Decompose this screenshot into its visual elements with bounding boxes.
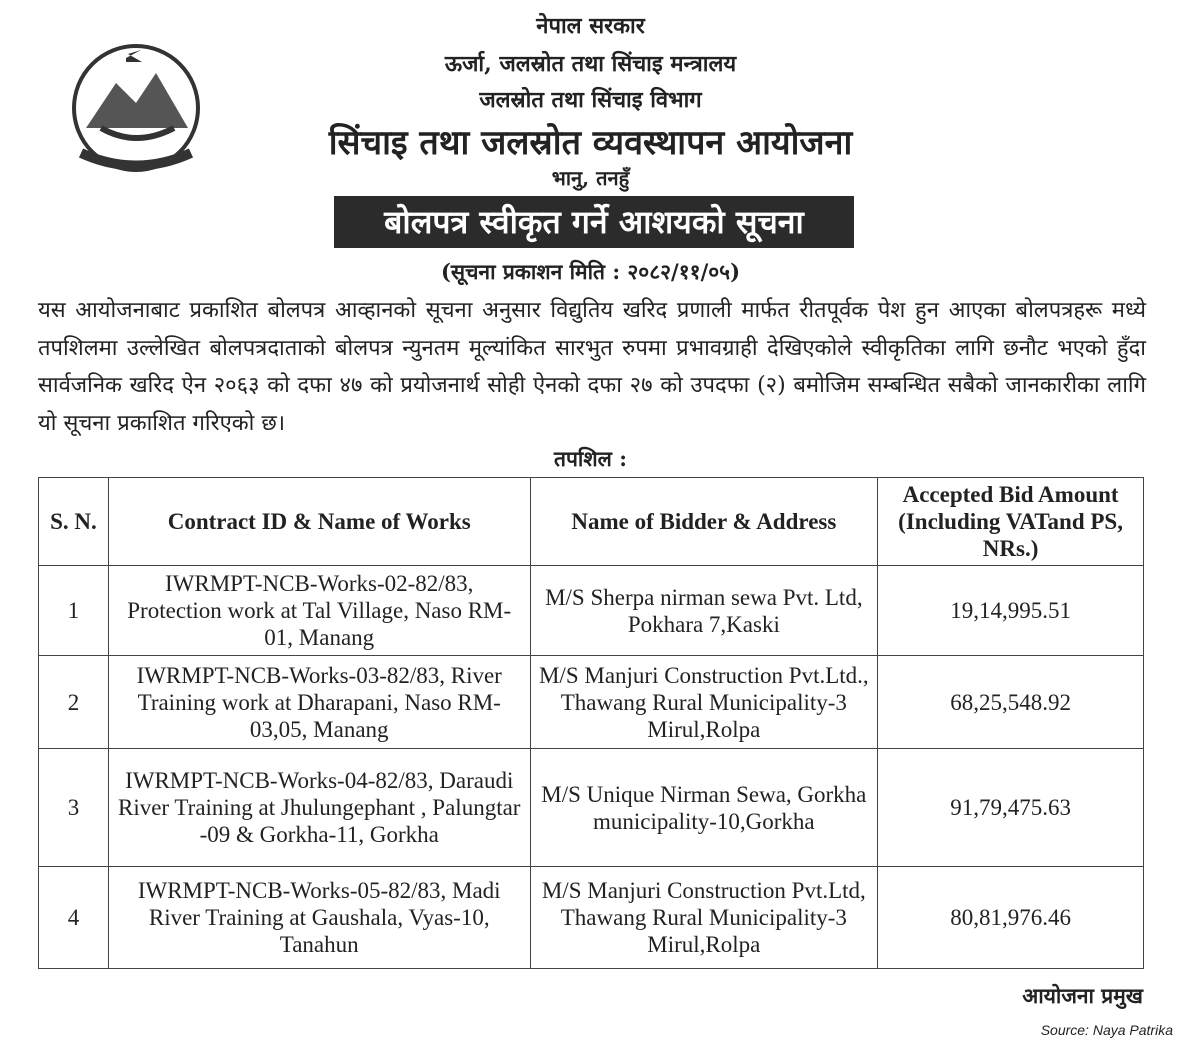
- project-location: भानु, तनहुँ: [551, 166, 630, 190]
- table-header-row: [39, 478, 1144, 566]
- cell-sn: 1: [39, 566, 109, 656]
- cell-sn: 4: [39, 867, 109, 969]
- cell-works: IWRMPT-NCB-Works-04-82/83, Daraudi River Training at Jhulungephant , Palungtar -09 & Gorkha-11, Gorkha: [108, 749, 530, 867]
- cell-sn: 3: [39, 749, 109, 867]
- cell-amount: 80,81,976.46: [878, 867, 1144, 969]
- table-row: [39, 566, 1144, 656]
- header-sn: S. N.: [39, 478, 109, 566]
- cell-amount: 19,14,995.51: [878, 566, 1144, 656]
- table-row: [39, 656, 1144, 749]
- signature-label: आयोजना प्रमुख: [1022, 983, 1143, 1008]
- cell-works: IWRMPT-NCB-Works-05-82/83, Madi River Training at Gaushala, Vyas-10, Tanahun: [108, 867, 530, 969]
- table-row: [39, 867, 1144, 969]
- header-bidder: Name of Bidder & Address: [530, 478, 878, 566]
- government-name: नेपाल सरकार: [536, 13, 645, 39]
- cell-bidder: M/S Sherpa nirman sewa Pvt. Ltd, Pokhara 7,Kaski: [530, 566, 878, 656]
- cell-bidder: M/S Manjuri Construction Pvt.Ltd., Thawang Rural Municipality-3 Mirul,Rolpa: [530, 656, 878, 749]
- cell-amount: 91,79,475.63: [878, 749, 1144, 867]
- notice-body: यस आयोजनाबाट प्रकाशित बोलपत्र आव्हानको सूचना अनुसार विद्युतिय खरिद प्रणाली मार्फत रीतपूर्वक पेश हुन आएका बोलपत्रहरू मध्ये तपशिलमा उल्लेखित बोलपत्रदाताको बोलपत्र न्युनतम मूल्यांकित सारभुत रुपमा प्रभावग्राही देखिएकोले स्वीकृतिका लागि छनौट भएको हुँदा सार्वजनिक खरिद ऐन २०६३ को दफा ४७ को प्रयोजनार्थ सोही ऐनको दफा २७ को उपदफा (२) बमोजिम सम्बन्धित सबैको जानकारीका लागि यो सूचना प्रकाशित गरिएको छ।: [38, 298, 1146, 436]
- header-amount: Accepted Bid Amount (Including VATand PS, NRs.): [878, 478, 1144, 566]
- project-name: सिंचाइ तथा जलस्रोत व्यवस्थापन आयोजना: [328, 123, 853, 163]
- table-row: [39, 749, 1144, 867]
- cell-amount: 68,25,548.92: [878, 656, 1144, 749]
- ministry-name: ऊर्जा, जलस्रोत तथा सिंचाइ मन्त्रालय: [444, 51, 737, 77]
- cell-sn: 2: [39, 656, 109, 749]
- cell-bidder: M/S Manjuri Construction Pvt.Ltd, Thawang Rural Municipality-3 Mirul,Rolpa: [530, 867, 878, 969]
- publish-date: (सूचना प्रकाशन मिति : २०८२/११/०५): [440, 259, 741, 284]
- source-credit: Source: Naya Patrika: [1040, 1022, 1173, 1038]
- cell-bidder: M/S Unique Nirman Sewa, Gorkha municipality-10,Gorkha: [530, 749, 878, 867]
- cell-works: IWRMPT-NCB-Works-02-82/83, Protection work at Tal Village, Naso RM-01, Manang: [108, 566, 530, 656]
- department-name: जलस्रोत तथा सिंचाइ विभाग: [479, 87, 702, 113]
- cell-works: IWRMPT-NCB-Works-03-82/83, River Training work at Dharapani, Naso RM-03,05, Manang: [108, 656, 530, 749]
- header-works: Contract ID & Name of Works: [108, 478, 530, 566]
- notice-title: बोलपत्र स्वीकृत गर्ने आशयको सूचना: [334, 196, 854, 248]
- bid-table: [38, 477, 1144, 969]
- schedule-label: तपशिल :: [554, 446, 627, 471]
